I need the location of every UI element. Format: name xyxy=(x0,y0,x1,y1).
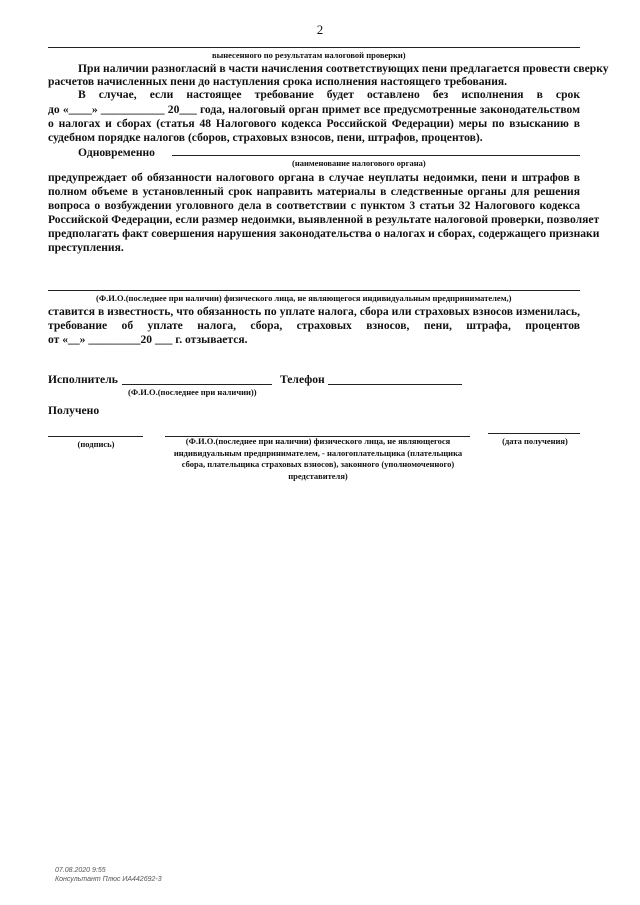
signature-line xyxy=(48,436,143,437)
para3-line6: преступления. xyxy=(48,241,124,254)
executor-caption: (Ф.И.О.(последнее при наличии)) xyxy=(128,387,257,397)
para3-line5: предполагать факт совершения нарушения законодательства о налогах и сборах, содержащего признаки xyxy=(48,227,600,240)
para2-line2: до «____» ___________ 20___ года, налоговый орган примет все предусмотренные законодательством xyxy=(48,103,580,116)
para2-line3: о налогах и сборах (статья 48 Налогового кодекса Российской Федерации) меры по взысканию в xyxy=(48,117,580,130)
recipient-caption xyxy=(158,436,478,482)
top-rule xyxy=(48,47,580,48)
fio-line xyxy=(48,290,580,291)
para4-line3: от «__» _________20 ___ г. отзывается. xyxy=(48,333,248,346)
tax-authority-caption: (наименование налогового органа) xyxy=(292,158,426,168)
para3-line3: вопроса о возбуждении уголовного дела в соответствии с пунктом 3 статьи 32 Налогового кодекса xyxy=(48,199,580,212)
date-received-line xyxy=(488,433,580,434)
footer-stamp xyxy=(55,866,162,884)
signature-caption: (подпись) xyxy=(77,439,115,449)
para1-line2: расчетов начисленных пени до наступления срока исполнения настоящего требования. xyxy=(48,75,508,88)
received-label: Получено xyxy=(48,404,100,417)
para3-line1: предупреждает об обязанности налогового органа в случае неуплаты недоимки, пени и штрафов в xyxy=(48,171,580,184)
phone-line xyxy=(328,384,462,385)
fio-caption: (Ф.И.О.(последнее при наличии) физического лица, не являющегося индивидуальным предпринимателем,) xyxy=(96,293,512,303)
phone-label: Телефон xyxy=(280,373,325,386)
recipient-caption-line4: представителя) xyxy=(288,470,348,481)
top-caption: вынесенного по результатам налоговой проверки) xyxy=(212,50,406,60)
recipient-caption-line1: (Ф.И.О.(последнее при наличии) физического лица, не являющегося xyxy=(185,436,451,446)
footer-timestamp: 07.08.2020 9:55 xyxy=(55,867,106,874)
para2-line4: судебном порядке налогов (сборов, страховых взносов, пени, штрафов, процентов). xyxy=(48,131,483,144)
para3-line4: Российской Федерации, если размер недоимки, выявленной в результате налоговой проверки, позволяет xyxy=(48,213,600,226)
page-number: 2 xyxy=(316,22,324,37)
tax-authority-line xyxy=(172,155,580,156)
executor-line xyxy=(122,384,272,385)
para4-line1: ставится в известность, что обязанность по уплате налога, сбора или страховых взносов изменилась, xyxy=(48,305,580,318)
footer-source: Консультант Плюс ИА442692-3 xyxy=(55,876,162,883)
para4-line2: требование об уплате налога, сбора, страховых взносов, пени, штрафа, процентов xyxy=(48,319,580,332)
executor-label: Исполнитель xyxy=(48,373,118,386)
simultaneously-label: Одновременно xyxy=(78,146,155,159)
recipient-caption-line2: индивидуальным предпринимателем, - налогоплательщика (плательщика xyxy=(173,447,463,458)
para1-line1: При наличии разногласий в части начисления соответствующих пени предлагается провести сверку xyxy=(78,62,609,75)
recipient-caption-line3: сбора, плательщика страховых взносов), законного (уполномоченного) xyxy=(181,459,455,469)
date-received-caption: (дата получения) xyxy=(502,436,568,446)
para3-line2: полном объеме в установленный срок направить материалы в следственные органы для решения xyxy=(48,185,580,198)
para2-line1: В случае, если настоящее требование будет оставлено без исполнения в срок xyxy=(78,88,580,101)
